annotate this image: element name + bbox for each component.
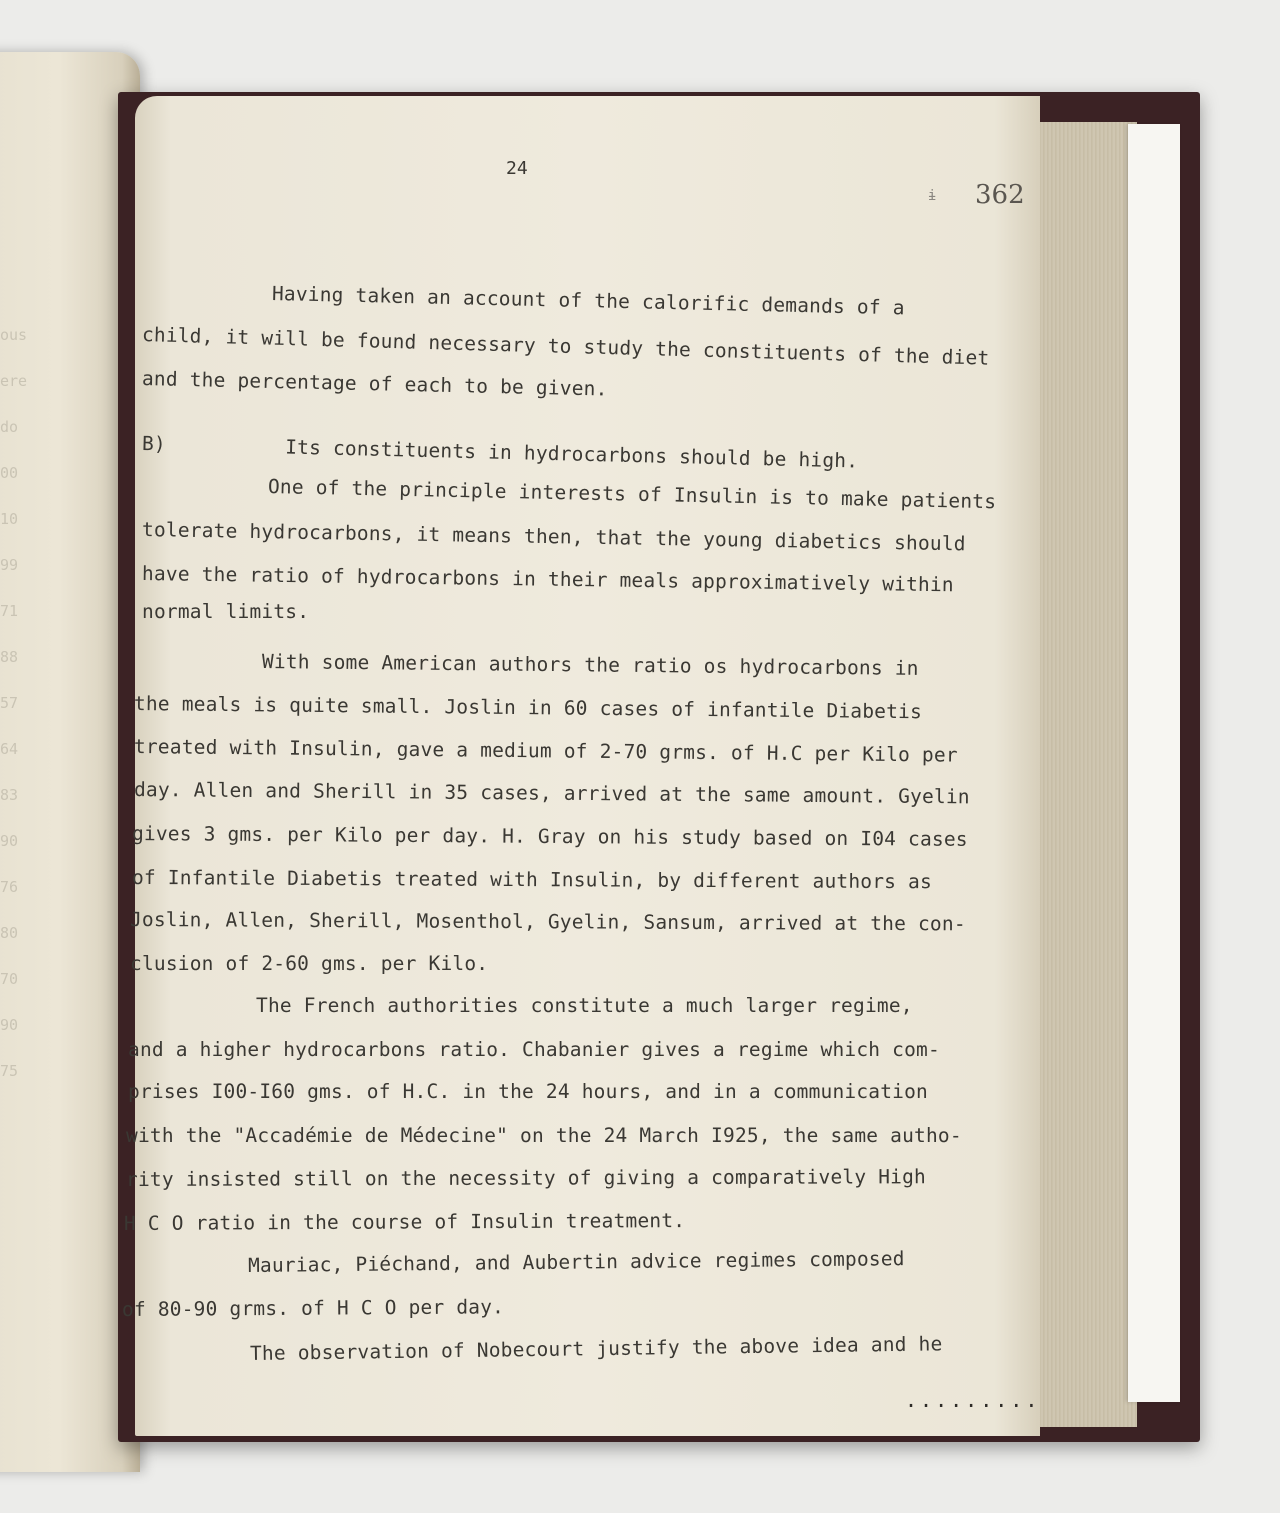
text-line: rity insisted still on the necessity of giving a comparatively High (125, 1165, 927, 1191)
page-number: 24 (506, 158, 528, 179)
text-line: with the "Accadémie de Médecine" on the 24 March I925, the same autho- (126, 1124, 962, 1147)
ghost-line: 75 (0, 1062, 19, 1080)
ghost-line: 64 (0, 740, 19, 758)
text-line: child, it will be found necessary to study the constituents of the diet (141, 323, 990, 370)
text-line: prises I00-I60 gms. of H.C. in the 24 hours, and in a communication (128, 1080, 928, 1103)
text-line: the meals is quite small. Joslin in 60 cases of infantile Diabetis (133, 692, 923, 724)
text-line: One of the principle interests of Insulin is to make patients (267, 475, 997, 514)
ghost-line: 80 (0, 924, 19, 942)
ghost-line: 57 (0, 694, 19, 712)
text-line: Having taken an account of the calorific demands of a (271, 282, 905, 320)
text-line: treated with Insulin, gave a medium of 2-70 grms. of H.C per Kilo per (133, 735, 958, 767)
ghost-line: 88 (0, 648, 19, 666)
text-line: The observation of Nobecourt justify the above idea and he (249, 1332, 943, 1365)
text-line: normal limits. (142, 600, 310, 623)
text-line: Joslin, Allen, Sherill, Mosenthol, Gyelin, Sansum, arrived at the con- (129, 908, 966, 936)
ghost-line: 71 (0, 602, 19, 620)
ghost-line: 10 (0, 510, 19, 528)
inserted-card (1128, 124, 1180, 1402)
folio-number: 362 (975, 180, 1025, 210)
ghost-line: 90 (0, 1016, 19, 1034)
text-line: Mauriac, Piéchand, and Aubertin advice regimes composed (247, 1247, 905, 1277)
text-line: gives 3 gms. per Kilo per day. H. Gray on his study based on I04 cases (131, 822, 968, 851)
text-line: of Infantile Diabetis treated with Insulin, by different authors as (131, 866, 933, 894)
ghost-line: 90 (0, 832, 19, 850)
text-line: With some American authors the ratio os hydrocarbons in (261, 650, 919, 680)
ghost-line: 83 (0, 786, 19, 804)
continuation-dots: ......... (905, 1388, 1041, 1412)
text-line: tolerate hydrocarbons, it means then, that the young diabetics should (141, 518, 966, 556)
text-line: H C O ratio in the course of Insulin treatment. (123, 1209, 686, 1235)
text-line: day. Allen and Sherill in 35 cases, arrived at the same amount. Gyelin (133, 778, 970, 809)
text-line: have the ratio of hydrocarbons in their meals approximatively within (141, 562, 955, 597)
text-line: B) Its constituents in hydrocarbons should be high. (141, 432, 859, 473)
text-line: and the percentage of each to be given. (141, 367, 608, 401)
ghost-line: 99 (0, 556, 19, 574)
left-page-bleed-text (0, 312, 120, 1094)
ghost-line: 00 (0, 464, 19, 482)
folio-mark: ɨ (928, 188, 937, 204)
ghost-line: do (0, 418, 19, 436)
text-line: of 80-90 grms. of H C O per day. (121, 1295, 505, 1321)
ghost-line: 76 (0, 878, 19, 896)
ghost-line: 70 (0, 970, 19, 988)
text-line: and a higher hydrocarbons ratio. Chabanier gives a regime which com- (128, 1038, 940, 1061)
text-line: clusion of 2-60 gms. per Kilo. (130, 952, 489, 975)
page-edges (1025, 122, 1137, 1427)
ghost-line: ous (0, 326, 28, 344)
text-line: The French authorities constitute a much larger regime, (256, 994, 913, 1017)
ghost-line: ere (0, 372, 28, 390)
